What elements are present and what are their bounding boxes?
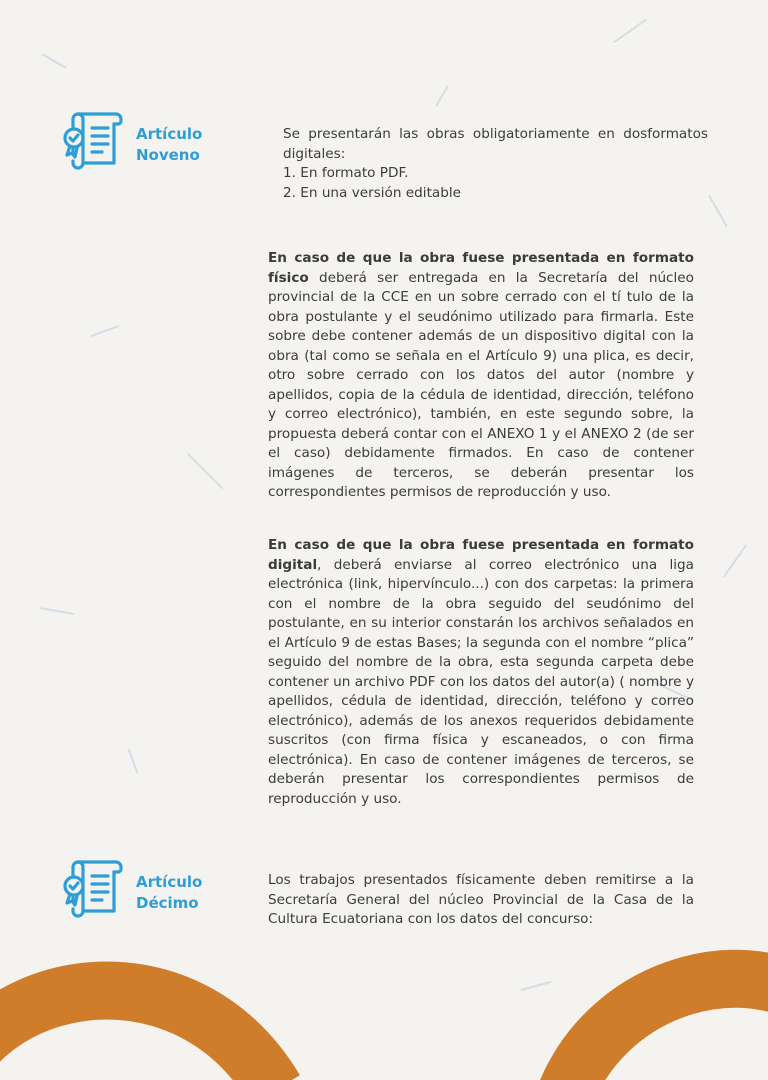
- article-title-line1: Artículo: [136, 125, 203, 143]
- digital-paragraph: [268, 536, 694, 809]
- format-list-item: 2. En una versión editable: [283, 184, 462, 201]
- fisico-body: deberá ser entregada en la Secretaría del núcleo provincial de la CCE en un sobre cerrado con el tí tulo de la obra postulante y el seudónimo utilizado para firmarla. Este sobre debe contener además de un dispositivo digital con la obra (tal como se señala en el Artículo 9) una plica, es decir, otro sobre cerrado con los datos del autor (nombre y apellidos, copia de la cédula de identidad, dirección, teléfono y correo electrónico), también, en este segundo sobre, la propuesta deberá contar con el ANEXO 1 y el ANEXO 2 (de ser el caso) debidamente firmados. En caso de contener imágenes de terceros, se deberán presentar los correspondientes permisos de reproducción y uso.: [268, 269, 694, 500]
- digital-heading: En caso de que la obra fuese presentada en formato digital: [268, 537, 694, 573]
- decimo-paragraph: [268, 871, 694, 930]
- article-title-line2: Décimo: [136, 894, 199, 912]
- orange-arc-decoration: [0, 940, 768, 1080]
- decimo-body: Los trabajos presentados físicamente deben remitirse a la Secretaría General del núcleo Provincial de la Casa de la Cultura Ecuatoriana con los datos del concurso:: [268, 872, 694, 927]
- format-list-item: 1. En formato PDF.: [283, 165, 409, 181]
- fisico-heading: En caso de que la obra fuese presentada en formato físico: [268, 250, 694, 286]
- article-title-line2: Noveno: [136, 146, 200, 164]
- fisico-paragraph: [268, 249, 694, 503]
- digital-body: , deberá enviarse al correo electrónico una liga electrónica (link, hipervínculo...) con dos carpetas: la primera con el nombre de la obra seguido del seudónimo del postulante, en su interior constarán los archivos señalados en el Artículo 9 de estas Bases; la segunda con el nombre “plica” seguido del nombre de la obra, esta segunda carpeta debe contener un archivo PDF con los datos del autor(a) ( nombre y apellidos, cédula de identidad, dirección, teléfono y correo electrónico), además de los anexos requeridos debidamente suscritos (con firma física y escaneados, o con firma electrónica). En caso de contener imágenes de terceros, se deberán presentar los correspondientes permisos de reproducción y uso.: [268, 556, 694, 807]
- article-title: [136, 124, 202, 166]
- article-title-line1: Artículo: [136, 873, 203, 891]
- document-check-icon: [62, 108, 126, 176]
- document-check-icon: [62, 856, 126, 924]
- article-intro: [283, 125, 708, 203]
- article-title: [136, 872, 202, 914]
- intro-paragraph: Se presentarán las obras obligatoriamente en dosformatos digitales:: [283, 126, 708, 162]
